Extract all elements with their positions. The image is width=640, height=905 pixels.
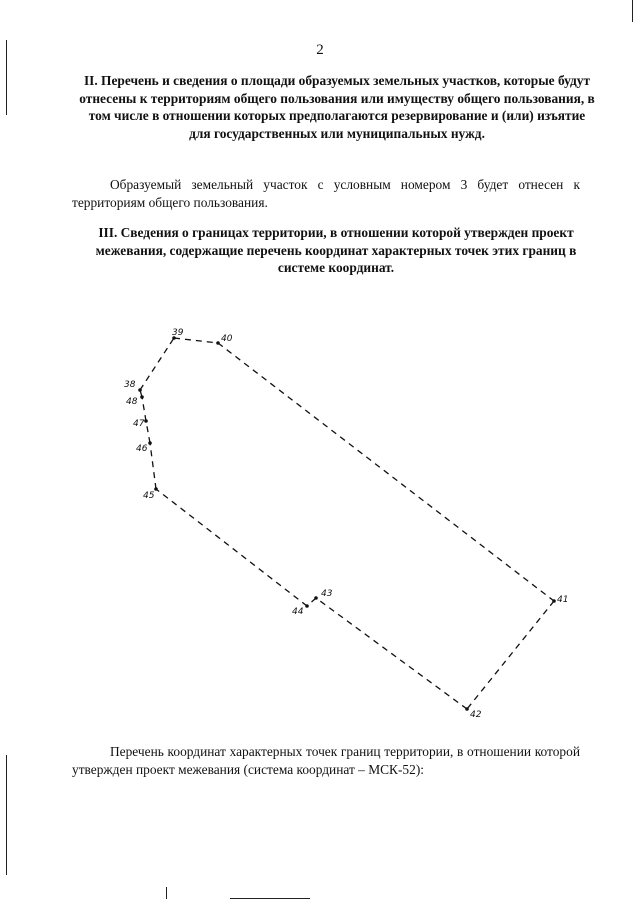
boundary-point-label: 43 [321,589,333,599]
boundary-point-label: 47 [133,419,145,429]
boundary-segment [142,397,146,421]
boundary-segment [146,421,150,443]
boundary-point-marker [154,487,158,491]
section-2-paragraph: Образуемый земельный участок с условным номером 3 будет отнесен к территориям общего пользования. [72,177,580,210]
boundary-segment [467,601,554,709]
boundary-point-label: 41 [557,595,569,605]
boundary-point-label: 44 [292,607,304,617]
scan-edge-mark [6,755,7,875]
boundary-point-marker [465,707,469,711]
boundary-segment [316,598,467,709]
boundary-segment [140,338,174,390]
boundary-point-marker [216,341,220,345]
boundary-segment [218,343,554,601]
boundary-point-marker [140,395,144,399]
scan-bottom-tick [166,887,167,899]
boundary-point-marker [144,419,148,423]
section-3-paragraph: Перечень координат характерных точек границ территории, в отношении которой утвержден проект межевания (система координат – МСК-52): [72,744,580,777]
boundary-point-label: 48 [126,397,138,407]
scan-edge-mark [632,0,633,22]
boundary-point-marker [138,388,142,392]
boundary-point-label: 38 [124,380,136,390]
page-number: 2 [316,42,324,58]
section-2-heading: II. Перечень и сведения о площади образуемых земельных участков, которые будут отнесены к территориям общего пользования или имуществу общего пользования, в том числе в отношении которых предполагаются резервирование и (или) изъятие для государственных или муниципальных нужд. [79,73,595,141]
boundary-point-marker [552,599,556,603]
boundary-point-marker [305,604,309,608]
boundary-point-marker [314,596,318,600]
boundary-segment [174,338,218,343]
boundary-point-marker [148,441,152,445]
scan-bottom-line [230,898,310,899]
boundary-point-label: 42 [470,710,482,720]
boundary-segment [307,598,316,606]
boundary-point-label: 39 [172,328,184,338]
point-labels [124,328,568,720]
boundary-segment [150,443,156,489]
boundary-point-label: 46 [136,444,148,454]
boundary-point-label: 45 [143,491,155,501]
section-3-heading: III. Сведения о границах территории, в отношении которой утвержден проект межевания, содержащие перечень координат характерных точек этих границ в системе координат. [95,225,577,275]
scan-edge-mark [6,40,7,115]
boundary-point-label: 40 [221,334,233,344]
boundary-lines [140,338,554,709]
boundary-segment [156,489,307,606]
